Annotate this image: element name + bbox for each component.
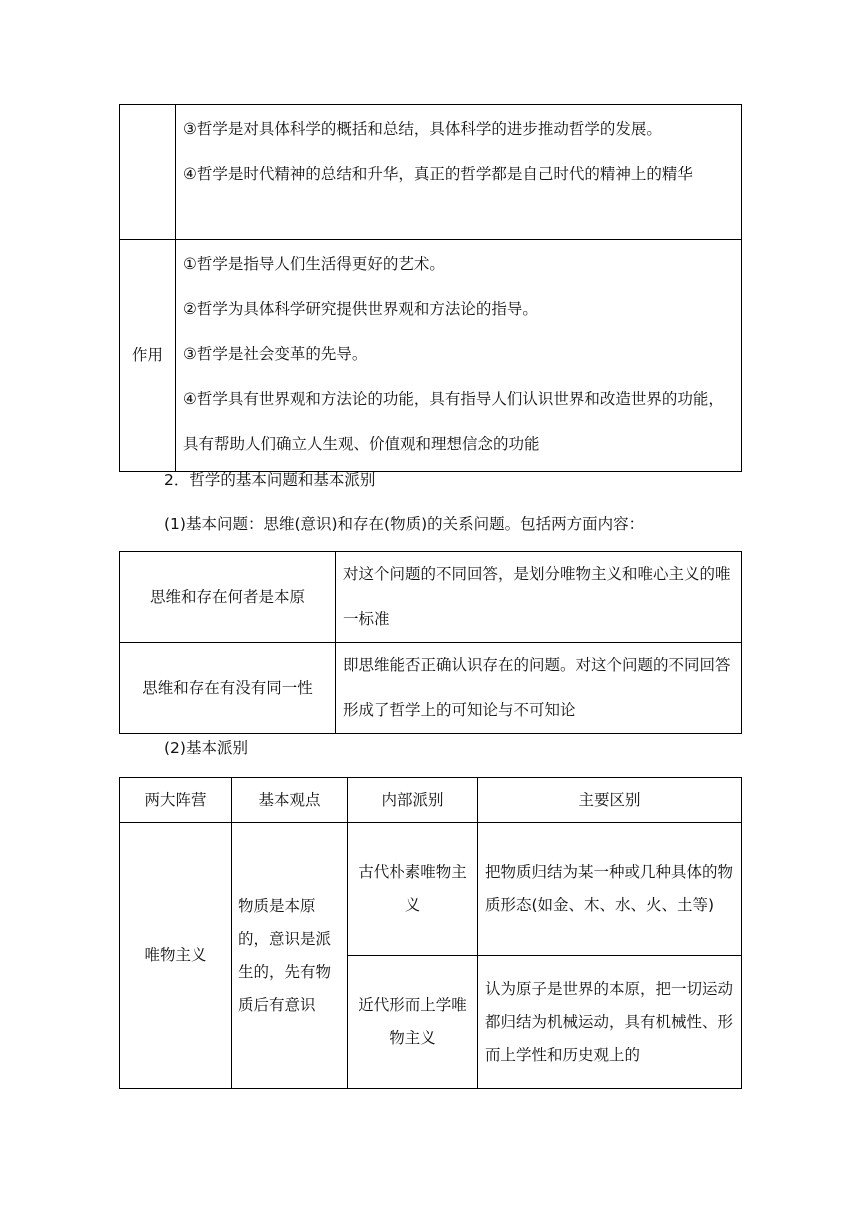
desc-cell: 对这个问题的不同回答，是划分唯物主义和唯心主义的唯一标准 (336, 552, 742, 643)
table-row (120, 643, 742, 734)
subsection-heading: (1)基本问题：思维(意识)和存在(物质)的关系问题。包括两方面内容： (164, 515, 645, 533)
list-item: ④哲学是时代精神的总结和升华，真正的哲学都是自己时代的精神上的精华 (183, 165, 693, 183)
column-header: 主要区别 (478, 778, 742, 823)
branch-diff-cell: 认为原子是世界的本原，把一切运动都归结为机械运动，具有机械性、形而上学性和历史观上的 (478, 956, 742, 1089)
row-content (176, 105, 742, 240)
camp-cell: 唯物主义 (120, 823, 232, 1089)
basic-question-table (119, 551, 742, 734)
row-label (120, 105, 176, 240)
table-row (120, 240, 742, 472)
subsection-heading: (2)基本派别 (164, 739, 248, 757)
philosophy-features-table (119, 104, 742, 472)
list-item: ①哲学是指导人们生活得更好的艺术。 (183, 255, 445, 273)
view-cell: 物质是本原的，意识是派生的，先有物质后有意识 (232, 823, 348, 1089)
column-header: 内部派别 (348, 778, 478, 823)
desc-cell: 即思维能否正确认识存在的问题。对这个问题的不同回答形成了哲学上的可知论与不可知论 (336, 643, 742, 734)
row-content (176, 240, 742, 472)
branch-diff-cell: 把物质归结为某一种或几种具体的物质形态(如金、木、水、火、土等) (478, 823, 742, 956)
header-row (120, 778, 742, 823)
branch-name-cell: 古代朴素唯物主义 (348, 823, 478, 956)
list-item: ②哲学为具体科学研究提供世界观和方法论的指导。 (183, 300, 538, 318)
aspect-cell: 思维和存在何者是本原 (120, 552, 336, 643)
table-row (120, 105, 742, 240)
row-label: 作用 (120, 240, 176, 472)
branch-name-cell: 近代形而上学唯物主义 (348, 956, 478, 1089)
philosophy-schools-table (119, 777, 742, 1089)
list-item: ③哲学是社会变革的先导。 (183, 345, 368, 363)
column-header: 两大阵营 (120, 778, 232, 823)
table-row (120, 552, 742, 643)
section-heading: 2．哲学的基本问题和基本派别 (164, 471, 376, 489)
aspect-cell: 思维和存在有没有同一性 (120, 643, 336, 734)
column-header: 基本观点 (232, 778, 348, 823)
list-item: ④哲学具有世界观和方法论的功能，具有指导人们认识世界和改造世界的功能，具有帮助人们确立人生观、价值观和理想信念的功能 (183, 390, 724, 453)
table-row (120, 823, 742, 956)
list-item: ③哲学是对具体科学的概括和总结，具体科学的进步推动哲学的发展。 (183, 120, 662, 138)
